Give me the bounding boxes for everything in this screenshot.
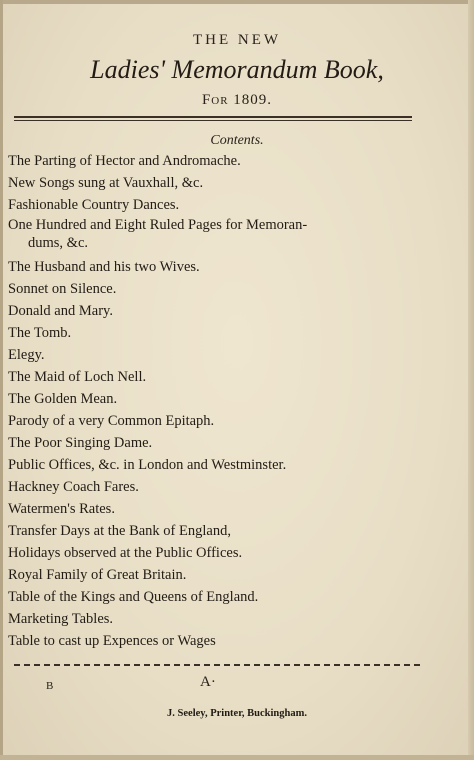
contents-heading: Contents. <box>210 133 264 148</box>
title-small: THE NEW <box>192 32 282 48</box>
contents-item-label: The Poor Singing Dame. <box>8 435 153 451</box>
contents-item <box>8 216 428 256</box>
page-top-edge <box>0 0 474 4</box>
contents-item-label: Public Offices, &c. in London and Westminster. <box>8 457 287 473</box>
signature-mark-center: A· <box>200 674 216 690</box>
year-line: For 1809. <box>201 92 273 108</box>
contents-item-label: One Hundred and Eight Ruled Pages for Memoran- <box>8 217 308 233</box>
contents-item-label: Parody of a very Common Epitaph. <box>8 413 215 429</box>
contents-list <box>8 150 428 652</box>
contents-item <box>8 172 428 194</box>
contents-item-label: Royal Family of Great Britain. <box>8 567 187 583</box>
header-rule-thick <box>14 116 412 118</box>
contents-item-continuation: dums, &c. <box>28 235 89 251</box>
contents-item <box>8 278 428 300</box>
contents-item-label: The Parting of Hector and Andromache. <box>8 153 241 169</box>
contents-item-label: Table of the Kings and Queens of England. <box>8 589 259 605</box>
contents-item <box>8 608 428 630</box>
page-right-edge <box>468 0 474 760</box>
page-bottom-edge <box>0 755 474 760</box>
contents-item-label: The Maid of Loch Nell. <box>8 369 147 385</box>
contents-item-label: The Golden Mean. <box>8 391 118 407</box>
contents-item <box>8 454 428 476</box>
book-title: Ladies' Memorandum Book, <box>90 55 384 84</box>
contents-item <box>8 630 428 652</box>
contents-item <box>8 432 428 454</box>
contents-item <box>8 542 428 564</box>
contents-item-label: The Husband and his two Wives. <box>8 259 200 275</box>
header-rule-thin <box>14 120 412 121</box>
contents-item <box>8 410 428 432</box>
contents-item <box>8 366 428 388</box>
contents-item-label: Transfer Days at the Bank of England, <box>8 523 231 539</box>
contents-item-label: Elegy. <box>8 347 45 363</box>
contents-item <box>8 388 428 410</box>
contents-item <box>8 476 428 498</box>
signature-mark-left: B <box>46 680 54 692</box>
contents-item-label: Hackney Coach Fares. <box>8 479 139 495</box>
contents-item-label: Fashionable Country Dances. <box>8 197 180 213</box>
contents-item <box>8 520 428 542</box>
footer-rule <box>14 664 420 666</box>
contents-item-label: New Songs sung at Vauxhall, &c. <box>8 175 204 191</box>
contents-item <box>8 194 428 216</box>
contents-item-label: Donald and Mary. <box>8 303 113 319</box>
contents-item <box>8 300 428 322</box>
contents-item <box>8 586 428 608</box>
contents-item-label: Table to cast up Expences or Wages <box>8 633 216 649</box>
contents-item-label: Holidays observed at the Public Offices. <box>8 545 243 561</box>
contents-item <box>8 322 428 344</box>
contents-item <box>8 256 428 278</box>
contents-item <box>8 344 428 366</box>
contents-item-label: Sonnet on Silence. <box>8 281 117 297</box>
contents-item-label: The Tomb. <box>8 325 72 341</box>
contents-item-label: Marketing Tables. <box>8 611 114 627</box>
contents-item-label: Watermen's Rates. <box>8 501 115 517</box>
printer-imprint: J. Seeley, Printer, Buckingham. <box>167 708 307 719</box>
contents-item <box>8 150 428 172</box>
contents-item <box>8 564 428 586</box>
contents-item <box>8 498 428 520</box>
page-binding-edge <box>0 0 3 760</box>
